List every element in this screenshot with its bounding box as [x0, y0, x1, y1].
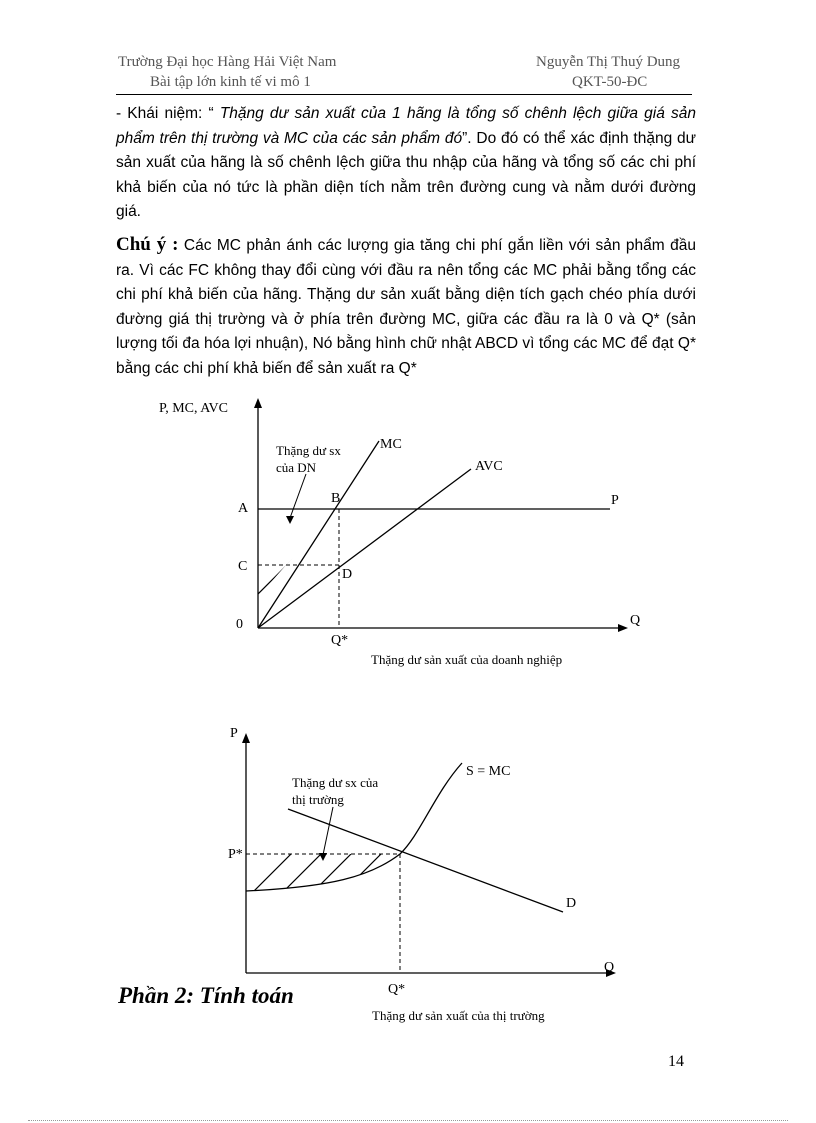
firm-surplus-chart: [150, 392, 670, 682]
note-text: Các MC phản ánh các lượng gia tăng chi phí gắn liền với sản phẩm đầu ra. Vì các FC không thay đổi cùng với đầu ra nên tổng các MC phải bằng tổng các chi phí khả biến của hãng. Thặng dư sản xuất bằng diện tích gạch chéo phía dưới đường giá thị trường và ở phía trên đường MC, giữa các đầu ra là 0 và Q* (sản lượng tối đa hóa lợi nhuận), Nó bằng hình chữ nhật ABCD vì tổng các MC để đạt Q* bằng các chi phí khả biến để sản xuất ra Q*: [116, 237, 696, 377]
firm-y-axis-arrow: [254, 398, 262, 408]
demand-label: D: [566, 896, 577, 911]
market-annotation-line2: thị trường: [292, 792, 344, 807]
market-qstar-label: Q*: [388, 982, 406, 997]
header-author: Nguyễn Thị Thuý Dung: [536, 54, 681, 70]
firm-chart-caption: Thặng dư sản xuất của doanh nghiệp: [371, 652, 563, 667]
price-label: P: [611, 493, 619, 508]
firm-y-label: P, MC, AVC: [159, 401, 229, 416]
firm-annotation-arrow: [290, 474, 306, 518]
market-annotation-line1: Thặng dư sx của: [292, 775, 379, 790]
avc-line: [258, 469, 471, 628]
firm-x-axis-arrow: [618, 624, 628, 632]
market-x-label: Q: [604, 960, 615, 975]
firm-x-label: Q: [630, 613, 641, 628]
page-bottom-rule: [28, 1120, 788, 1121]
header-school: Trường Đại học Hàng Hải Việt Nam: [118, 54, 337, 70]
header-rule: [116, 94, 692, 95]
point-b-label: B: [331, 491, 341, 506]
page-number: 14: [668, 1053, 684, 1070]
market-y-label: P: [230, 726, 238, 741]
avc-label: AVC: [475, 459, 503, 474]
market-surplus-chart: [220, 715, 640, 1025]
firm-annotation-line1: Thặng dư sx: [276, 443, 341, 458]
section-title: Phần 2: Tính toán: [118, 983, 294, 1008]
pstar-label: P*: [228, 847, 243, 862]
concept-definition: Thặng dư sản xuất của 1 hãng là tổng số chênh lệch giữa giá sản phẩm trên thị trường và MC của các sản phẩm đó: [116, 105, 696, 147]
market-y-axis-arrow: [242, 733, 250, 743]
header-course: Bài tập lớn kinh tế vi mô 1: [150, 74, 311, 90]
market-surplus-hatch: [230, 825, 440, 915]
firm-origin-label: 0: [236, 617, 243, 632]
concept-paragraph: [116, 102, 696, 225]
market-annotation-arrow: [323, 807, 333, 855]
market-chart-caption: Thặng dư sản xuất của thị trường: [372, 1008, 545, 1023]
concept-prefix: - Khái niệm: “: [116, 105, 220, 122]
mc-label: MC: [380, 437, 402, 452]
point-c-label: C: [238, 559, 248, 574]
firm-qstar-label: Q*: [331, 633, 349, 648]
point-d-label: D: [342, 567, 353, 582]
header-class: QKT-50-ĐC: [572, 74, 648, 90]
firm-surplus-hatch: [210, 442, 510, 642]
note-label: Chú ý :: [116, 234, 179, 255]
concept-explanation: ”. Do đó có thể xác định thặng dư sản xuất của hãng là số chênh lệch giữa thu nhập của hãng và tổng số các chi phí khả biến của nó tức là phần diện tích nằm trên đường cung và nằm dưới đường giá.: [116, 129, 696, 220]
point-a-label: A: [238, 501, 249, 516]
firm-annotation-line2: của DN: [276, 460, 317, 475]
supply-label: S = MC: [466, 764, 511, 779]
note-paragraph: [116, 233, 696, 381]
